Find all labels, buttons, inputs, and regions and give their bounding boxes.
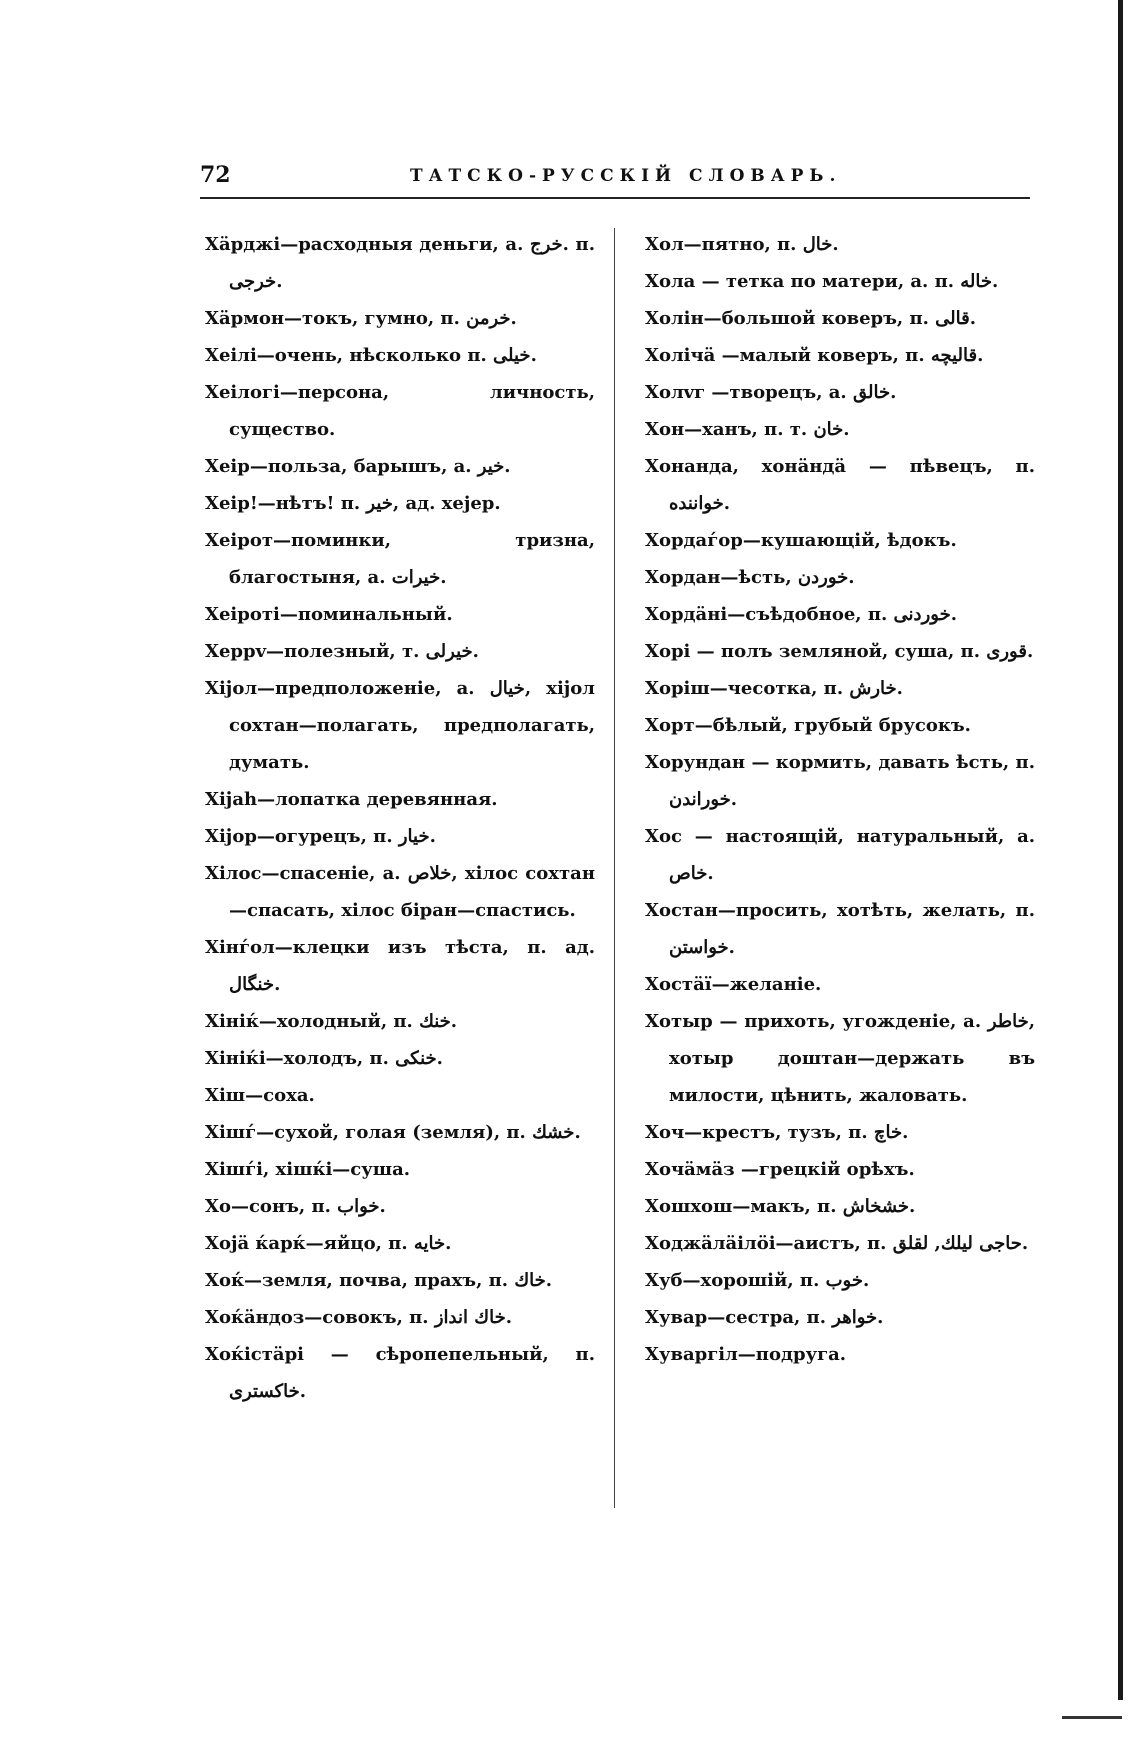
dictionary-entry: Хiш—соха. [205,1085,315,1106]
page-edge-rule [1118,0,1123,1700]
dictionary-entry: Хеiр—польза, барышъ, а. خير. [205,456,511,477]
dictionary-entry: Хеiлогi—персона, личность, существо. [205,382,595,440]
page-header [200,162,1030,192]
dictionary-entry: Хеiр!—нѣтъ! п. خير, ад. хеjер. [205,493,501,514]
dictionary-entry: Хiјол—предположенiе, а. خيال, хiјол сохтан—полагать, предполагать, думать. [205,678,595,773]
dictionary-entry: Хеiлi—очень, нѣсколько п. خيلى. [205,345,537,366]
dictionary-entry: Хäрмон—токъ, гумно, п. خرمن. [205,308,517,329]
dictionary-entry: Херрv—полезный, т. خيرلى. [205,641,479,662]
dictionary-entry: Хiнѓол—клецки изъ тѣста, п. ад. خنگال. [205,937,595,995]
dictionary-entry: Хуваргiл—подруга. [645,1344,847,1365]
right-column [645,226,1035,1373]
dictionary-entry: Холvг —творецъ, а. خالق. [645,382,897,403]
dictionary-entry: Хотыр — прихоть, угожденiе, а. خاطر, хотыр доштан—держать въ милости, цѣнить, жаловать. [645,1011,1035,1106]
dictionary-entry: Хо—сонъ, п. خواب. [205,1196,386,1217]
dictionary-entry: Холiчä —малый коверъ, п. قاليچه. [645,345,984,366]
dictionary-entry: Хостан—просить, хотѣть, желать, п. خواستن. [645,900,1035,958]
dictionary-entry: Хiјаh—лопатка деревянная. [205,789,498,810]
dictionary-entry: Хостäï—желанiе. [645,974,822,995]
dictionary-entry: Хеiротi—поминальный. [205,604,453,625]
dictionary-entry: Хошхош—макъ, п. خشخاش. [645,1196,916,1217]
dictionary-entry: Хочäмäз —грецкiй орѣхъ. [645,1159,915,1180]
dictionary-entry: Хоќäндоз—совокъ, п. خاك انداز. [205,1307,512,1328]
dictionary-entry: Хола — тетка по матери, а. п. خاله. [645,271,999,292]
dictionary-entry: Хiнiќi—холодъ, п. خنكى. [205,1048,443,1069]
left-column [205,226,595,1410]
dictionary-entry: Хеiрот—поминки, тризна, благостыня, а. خيرات. [205,530,595,588]
dictionary-entry: Хорундан — кормить, давать ѣсть, п. خوراندن. [645,752,1035,810]
dictionary-entry: Хорт—бѣлый, грубый брусокъ. [645,715,971,736]
bottom-edge-mark [1062,1716,1122,1719]
dictionary-entry: Хоќiстäрi — сѣропепельный, п. خاكسترى. [205,1344,595,1402]
dictionary-entry: Хос — настоящiй, натуральный, а. خاص. [645,826,1035,884]
header-rule [200,197,1030,199]
dictionary-entry: Хон—ханъ, п. т. خان. [645,419,850,440]
dictionary-entry: Хордäнi—съѣдобное, п. خوردنى. [645,604,957,625]
page-number: 72 [200,162,231,188]
dictionary-entry: Хiшѓ—сухой, голая (земля), п. خشك. [205,1122,581,1143]
dictionary-entry: Хоч—крестъ, тузъ, п. خاچ. [645,1122,909,1143]
dictionary-entry: Хордан—ѣсть, خوردن. [645,567,855,588]
column-divider [614,228,615,1508]
dictionary-entry: Хäрджi—расходныя деньги, а. خرج. п. خرجى. [205,234,596,292]
dictionary-entry: Хуб—хорошiй, п. خوب. [645,1270,870,1291]
dictionary-entry: Хонанда, хонäндä — пѣвецъ, п. خواننده. [645,456,1035,514]
dictionary-entry: Хiјор—огурецъ, п. خيار. [205,826,436,847]
dictionary-entry: Хордаѓор—кушающiй, ѣдокъ. [645,530,957,551]
dictionary-entry: Хорi — полъ земляной, суша, п. قورى. [645,641,1034,662]
dictionary-entry: Холiн—большой коверъ, п. قالى. [645,308,977,329]
dictionary-entry: Хол—пятно, п. خال. [645,234,839,255]
dictionary-entry: Хоќ—земля, почва, прахъ, п. خاك. [205,1270,553,1291]
running-title: ТАТСКО-РУССКІЙ СЛОВАРЬ. [410,166,842,186]
dictionary-entry: Хiшѓi, хiшќi—суша. [205,1159,411,1180]
dictionary-entry: Хувар—сестра, п. خواهر. [645,1307,884,1328]
dictionary-entry: Ходжäлäiлöi—аистъ, п. حاجى ليلك, لقلق. [645,1233,1029,1254]
dictionary-entry: Хiлос—спасенiе, а. خلاص, хiлос сохтан—спасать, хiлос біран—спастись. [205,863,595,921]
dictionary-entry: Хојä ќарќ—яйцо, п. خايه. [205,1233,452,1254]
dictionary-entry: Хiнiќ—холодный, п. خنك. [205,1011,458,1032]
dictionary-entry: Хорiш—чесотка, п. خارش. [645,678,903,699]
